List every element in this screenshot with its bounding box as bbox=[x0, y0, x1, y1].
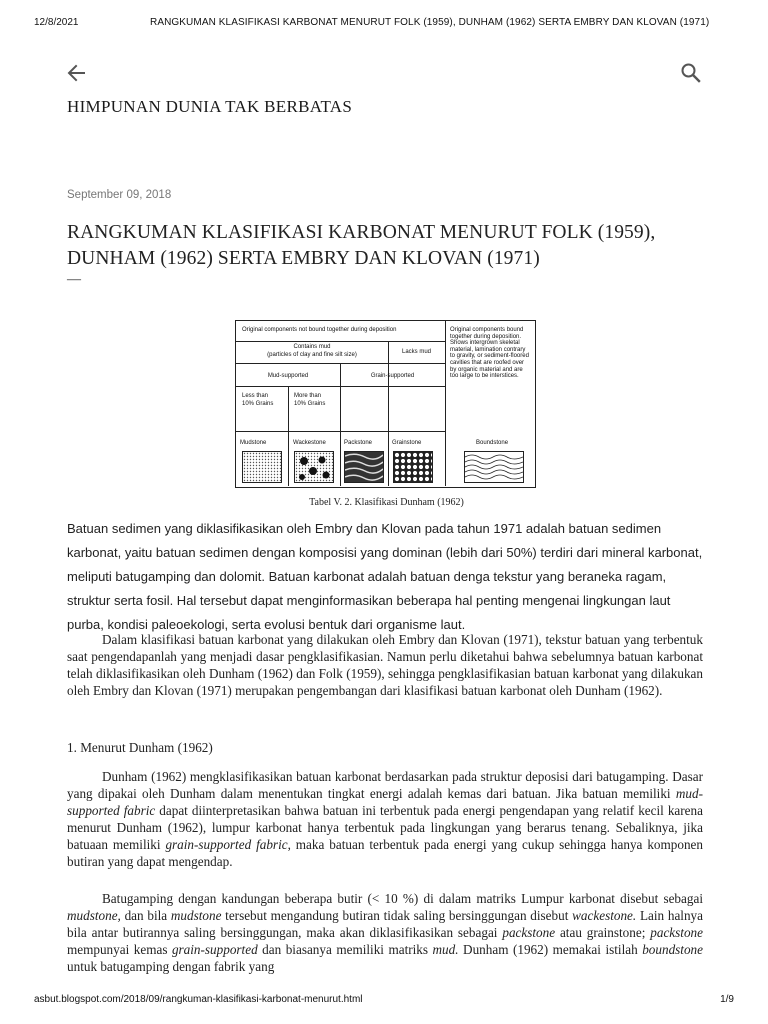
doc-paragraph-1: Dalam klasifikasi batuan karbonat yang dilakukan oleh Embry dan Klovan (1971), tekstur batuan yang terbentuk saat pengendapanlah yang menjadi dasar pengklasifikasian. Namun perlu diketahui bahwa sebelumnya batuan karbonat telah diklasifikasikan oleh Dunham (1962) dan Folk (1959), sehingga pengklasifikasian batuan karbonat yang dilakukan oleh Embry dan Klovan (1971) merupakan pengembangan dari klasifikasi batuan karbonat oleh Dunham (1962). bbox=[67, 632, 703, 698]
back-button[interactable] bbox=[64, 60, 90, 86]
class-wackestone: Wackestone bbox=[293, 440, 326, 446]
class-grainstone: Grainstone bbox=[392, 440, 422, 446]
arrow-left-icon bbox=[64, 60, 90, 86]
mudstone-texture bbox=[242, 451, 282, 483]
print-header-title: RANGKUMAN KLASIFIKASI KARBONAT MENURUT FOLK (1959), DUNHAM (1962) SERTA EMBRY DAN KLOVAN (1971) bbox=[150, 17, 710, 28]
contains-mud-label: Contains mud bbox=[293, 344, 331, 350]
lacks-mud-label: Lacks mud bbox=[401, 349, 431, 355]
header-not-bound: Original components not bound together during deposition bbox=[242, 327, 397, 333]
packstone-texture bbox=[344, 451, 384, 483]
class-mudstone: Mudstone bbox=[240, 440, 267, 446]
class-boundstone: Boundstone bbox=[476, 440, 509, 446]
less-than-grains: 10% Grains bbox=[242, 401, 274, 407]
figure-caption: Tabel V. 2. Klasifikasi Dunham (1962) bbox=[309, 497, 464, 508]
boundstone-texture bbox=[464, 451, 524, 483]
boundstone-description: Original components bound together during deposition. Shows intergrown skeletal material, lamination contrary to gravity, or sediment-floored cavities that are roofed over by organic material and are too large to be interstices. bbox=[450, 327, 529, 380]
print-date: 12/8/2021 bbox=[34, 17, 79, 28]
grain-supported-label: Grain-supported bbox=[370, 373, 415, 379]
doc-paragraph-3: Batugamping dengan kandungan beberapa butir (< 10 %) di dalam matriks Lumpur karbonat disebut sebagai mudstone, dan bila mudstone tersebut mengandung butiran tidak saling bersinggungan disebut wackestone. Lain halnya bila antar butirannya saling bersinggungan, maka akan diklasifikasikan sebagai packstone atau grainstone; packstone mempunyai kemas grain-supported dan biasanya memiliki matriks mud. Dunham (1962) memakai istilah boundstone untuk batugamping dengan fabrik yang bbox=[67, 891, 703, 974]
search-icon bbox=[678, 60, 704, 86]
print-footer-url: asbut.blogspot.com/2018/09/rangkuman-klasifikasi-karbonat-menurut.html bbox=[34, 994, 363, 1005]
intro-paragraph: Batuan sedimen yang diklasifikasikan oleh Embry dan Klovan pada tahun 1971 adalah batuan sedimen karbonat, yaitu batuan sedimen dengan komposisi yang dominan (lebih dari 50%) terdiri dari mineral karbonat, meliputi batugamping dan dolomit. Batuan karbonat adalah batuan denga tekstur yang beraneka ragam, struktur serta fosil. Hal tersebut dapat menginformasikan beberapa hal penting mengenai lingkungan laut purba, kondisi paleoekologi, serta evolusi bentuk dari organisme laut. bbox=[67, 521, 703, 632]
wackestone-texture bbox=[294, 451, 334, 483]
search-button[interactable] bbox=[678, 60, 704, 86]
dunham-classification-figure bbox=[235, 320, 538, 510]
grainstone-texture bbox=[393, 451, 433, 483]
section-heading-dunham: 1. Menurut Dunham (1962) bbox=[67, 740, 213, 755]
print-page-number: 1/9 bbox=[720, 994, 734, 1005]
post-title: RANGKUMAN KLASIFIKASI KARBONAT MENURUT FOLK (1959), DUNHAM (1962) SERTA EMBRY DAN KLOVAN (1971) bbox=[67, 222, 656, 269]
less-than-label: Less than bbox=[242, 393, 269, 399]
classification-table bbox=[235, 320, 536, 488]
more-than-grains: 10% Grains bbox=[294, 401, 326, 407]
mud-supported-label: Mud-supported bbox=[267, 373, 309, 379]
class-packstone: Packstone bbox=[344, 440, 373, 446]
post-date: September 09, 2018 bbox=[67, 189, 172, 201]
blog-title-link[interactable]: HIMPUNAN DUNIA TAK BERBATAS bbox=[67, 97, 353, 116]
doc-paragraph-2: Dunham (1962) mengklasifikasikan batuan karbonat berdasarkan pada struktur deposisi dari batugamping. Dasar yang dipakai oleh Dunham dalam menentukan tingkat energi adalah kemas dari batuan. Jika batuan memiliki mud-supported fabric dapat diinterpretasikan bahwa batuan ini terbentuk pada energi pengendapan yang relatif kecil karena menurut Dunham (1962), lumpur karbonat hanya terbentuk pada lingkungan yang berarus tenang. Sebaliknya, jika batuaan memiliki grain-supported fabric, maka batuan terbentuk pada energi yang cukup sehingga hanya komponen butiran yang dapat mengendap. bbox=[67, 769, 703, 869]
contains-mud-detail: (particles of clay and fine silt size) bbox=[267, 352, 357, 358]
title-separator: — bbox=[67, 272, 81, 287]
more-than-label: More than bbox=[294, 393, 322, 399]
